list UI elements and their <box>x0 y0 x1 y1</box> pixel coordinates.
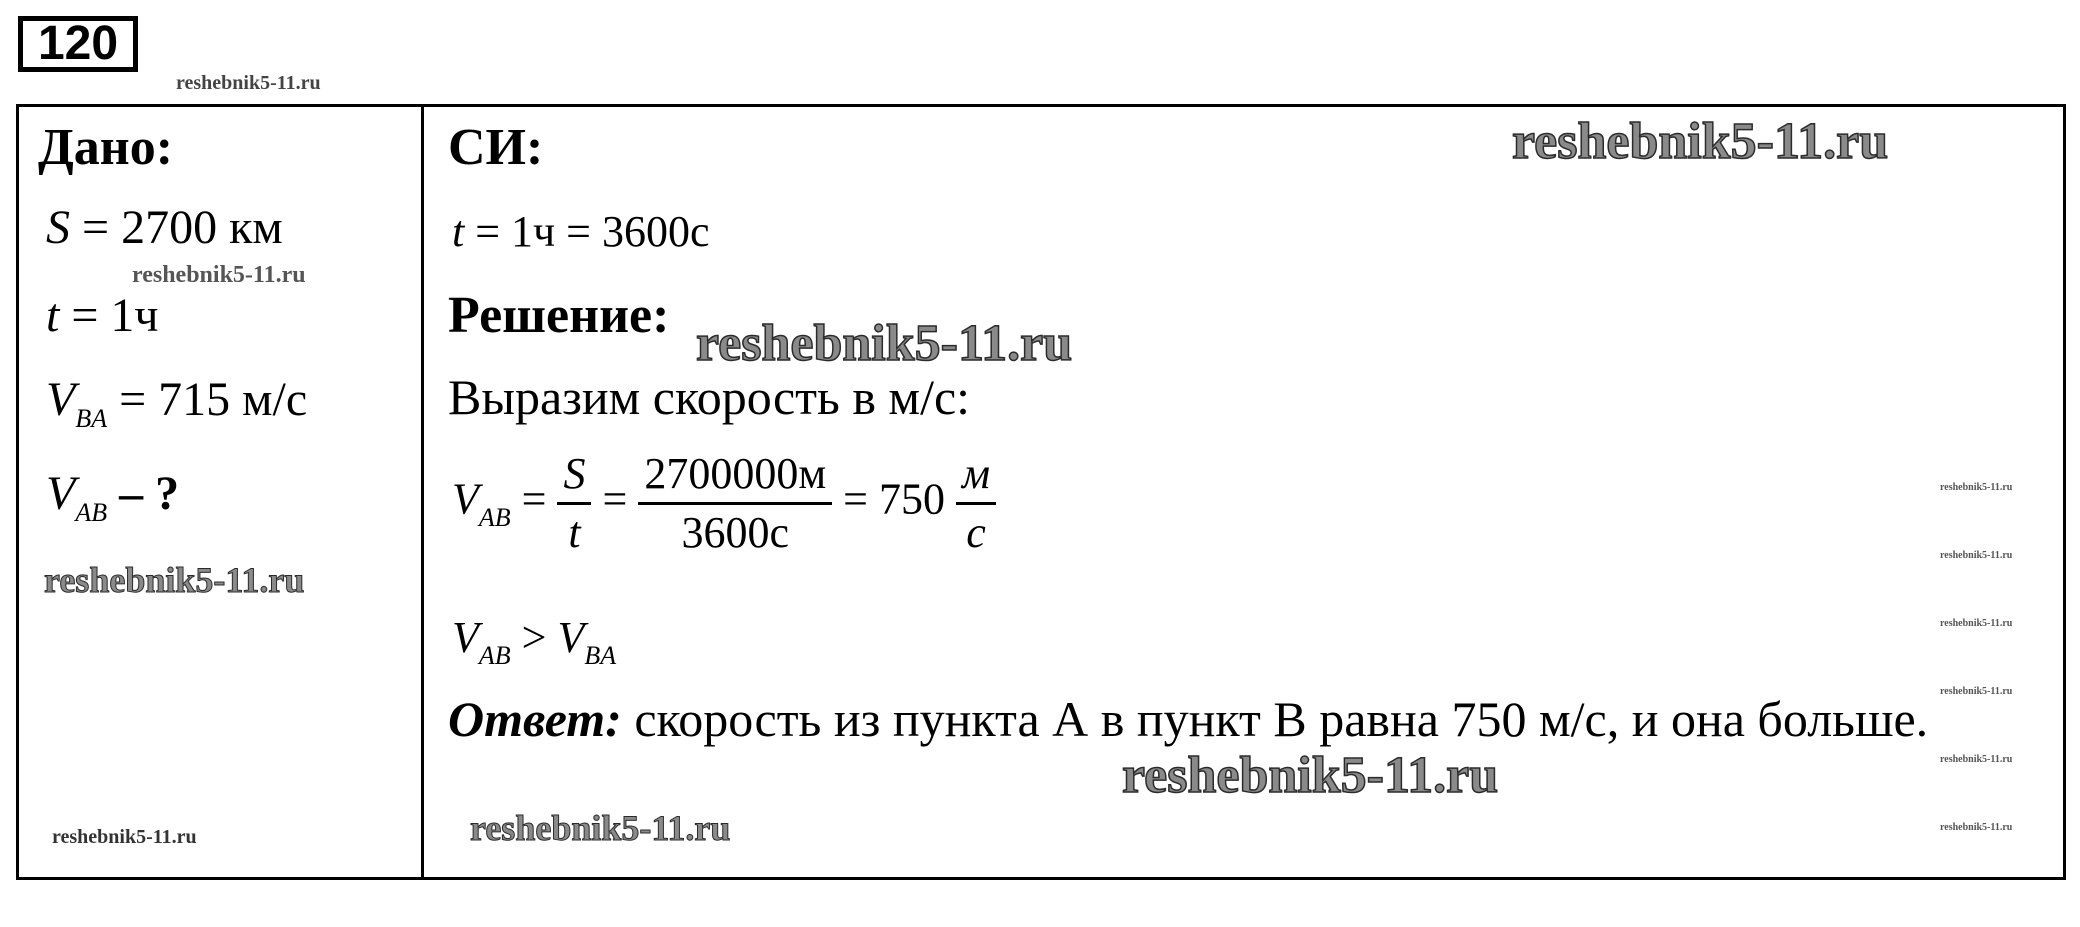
si-heading: СИ: <box>448 119 544 176</box>
fraction-time-den: 3600с <box>681 508 789 557</box>
watermark-tiny-1: reshebnik5-11.ru <box>1940 482 2013 493</box>
fraction-s-den: с <box>966 508 986 557</box>
fraction-s-num: S <box>563 449 586 498</box>
watermark-bottom-center: reshebnik5-11.ru <box>1122 747 1499 804</box>
fraction-bar <box>638 502 832 505</box>
vab-subscript: AB <box>75 498 108 527</box>
watermark-top-small: reshebnik5-11.ru <box>176 72 321 94</box>
comparison-right-sub: BA <box>584 641 617 670</box>
fraction-bar <box>557 502 591 505</box>
si-t-value: = 1ч = 3600с <box>475 207 710 256</box>
watermark-left-lower: reshebnik5-11.ru <box>44 560 305 600</box>
t-symbol: t <box>46 289 60 342</box>
watermark-top-right: reshebnik5-11.ru <box>1512 113 1889 170</box>
watermark-tiny-2: reshebnik5-11.ru <box>1940 550 2013 561</box>
fraction-m-num: м <box>961 449 991 498</box>
answer-label: Ответ: <box>448 691 622 747</box>
vab-symbol: V <box>46 467 76 520</box>
formula-eq3: = 750 <box>843 474 945 524</box>
fraction-m-over-s <box>956 449 996 557</box>
given-t-line <box>46 289 159 342</box>
comparison-right-symbol: V <box>557 613 585 662</box>
fraction-bar <box>956 502 996 505</box>
watermark-bottom-mid: reshebnik5-11.ru <box>470 808 731 848</box>
fraction-distance-over-time <box>638 449 832 557</box>
comparison-left-sub: AB <box>478 641 511 670</box>
solution-intro: Выразим скорость в м/с: <box>448 369 971 425</box>
given-vba-line <box>46 373 308 433</box>
given-heading: Дано: <box>38 119 174 176</box>
watermark-tiny-3: reshebnik5-11.ru <box>1940 618 2013 629</box>
watermark-tiny-5: reshebnik5-11.ru <box>1940 754 2013 765</box>
solution-frame <box>16 104 2066 880</box>
s-symbol: S <box>46 201 70 254</box>
velocity-formula <box>452 449 996 557</box>
given-s-line <box>46 201 283 254</box>
vab-unknown: – ? <box>119 467 180 520</box>
t-value: = 1ч <box>71 289 159 342</box>
s-value: = 2700 км <box>82 201 283 254</box>
vba-subscript: BA <box>75 404 108 433</box>
vba-value: = 715 м/с <box>119 373 308 426</box>
watermark-left-mid: reshebnik5-11.ru <box>132 262 306 288</box>
velocity-comparison <box>452 613 617 670</box>
fraction-s-over-t <box>557 449 591 557</box>
si-t-symbol: t <box>452 207 465 256</box>
fraction-distance-num: 2700000м <box>644 449 827 498</box>
watermark-tiny-4: reshebnik5-11.ru <box>1940 686 2013 697</box>
answer-text: скорость из пункта А в пункт В равна 750 м/с, и она больше. <box>634 691 1929 747</box>
given-vab-line <box>46 467 180 527</box>
formula-eq2: = <box>602 474 628 524</box>
si-t-line <box>452 207 710 256</box>
formula-lhs-symbol: V <box>452 474 479 524</box>
formula-eq1: = <box>521 474 547 524</box>
watermark-center: reshebnik5-11.ru <box>696 315 1073 372</box>
comparison-operator: > <box>521 613 547 662</box>
watermark-tiny-6: reshebnik5-11.ru <box>1940 822 2013 833</box>
formula-lhs-sub: AB <box>478 502 511 532</box>
solution-heading: Решение: <box>448 287 670 344</box>
watermark-bottom-left: reshebnik5-11.ru <box>52 826 197 848</box>
fraction-t-den: t <box>568 508 581 557</box>
vba-symbol: V <box>46 373 76 426</box>
column-divider <box>421 104 424 880</box>
answer-paragraph <box>448 688 2008 750</box>
comparison-left-symbol: V <box>452 613 479 662</box>
problem-number: 120 <box>18 16 138 72</box>
